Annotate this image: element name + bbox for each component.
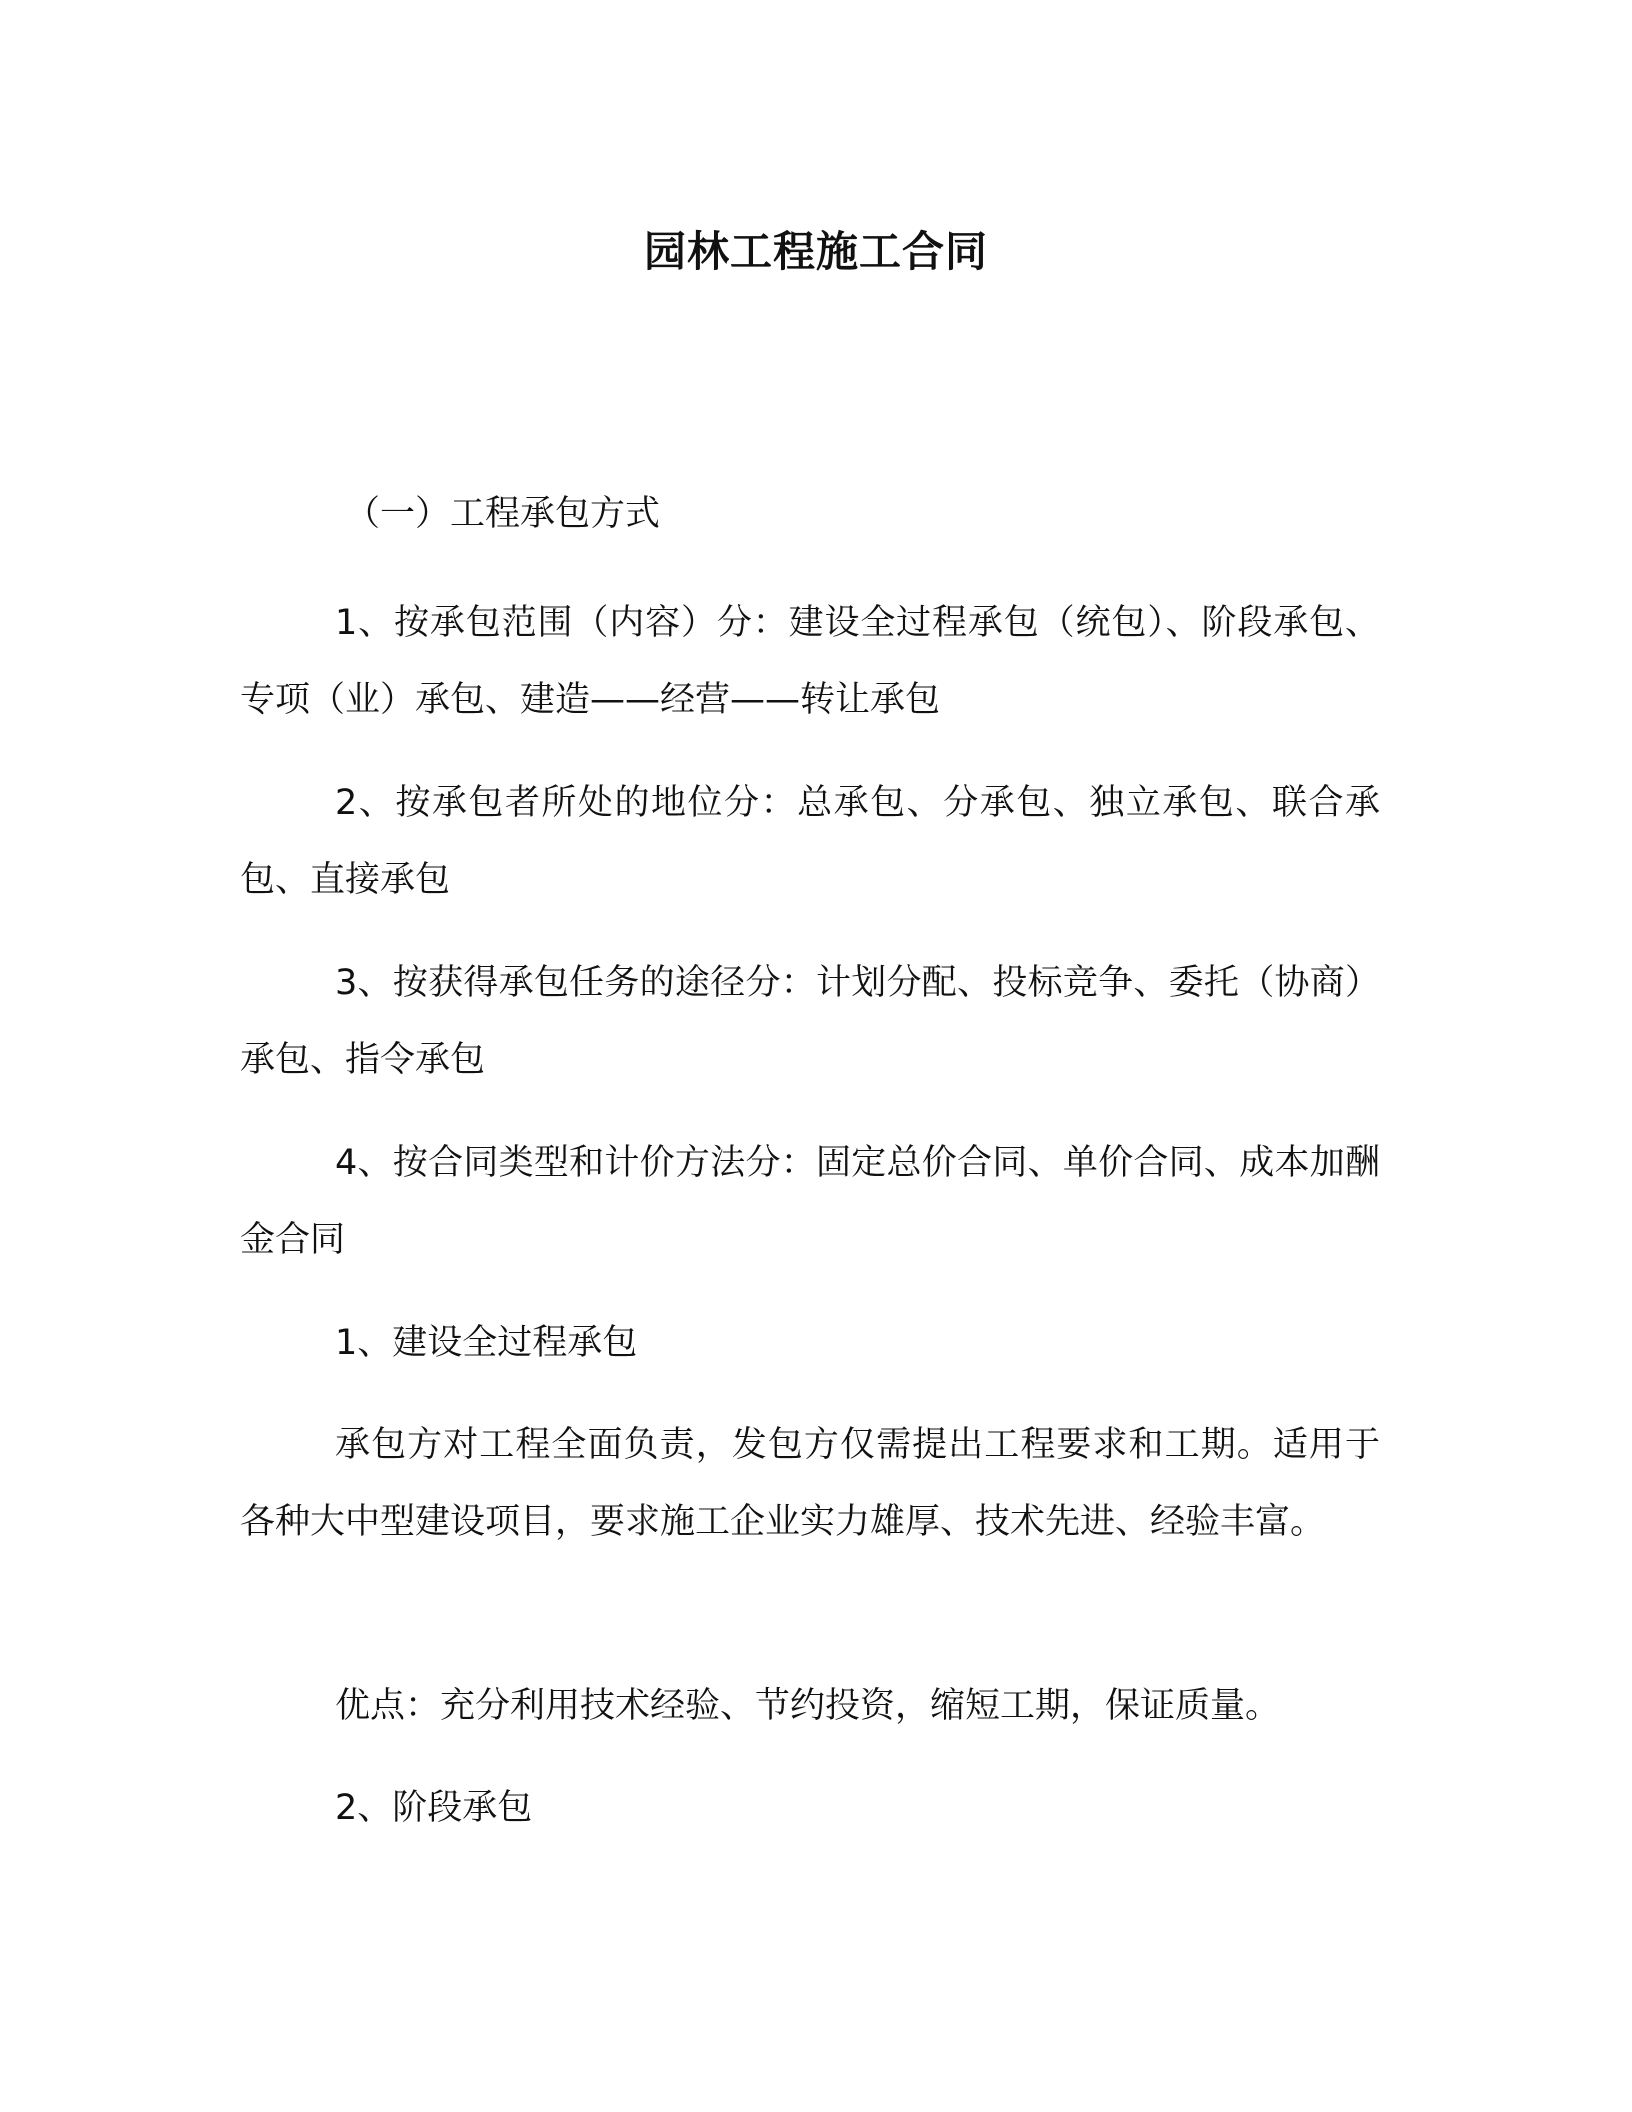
paragraph-text: 3、按获得承包任务的途径分：计划分配、投标竞争、委托（协商）承包、指令承包 xyxy=(240,963,1380,1080)
paragraph-text: 4、按合同类型和计价方法分：固定总价合同、单价合同、成本加酬金合同 xyxy=(240,1143,1380,1260)
paragraph-advantages xyxy=(240,1668,1380,1745)
paragraph-text: 2、按承包者所处的地位分：总承包、分承包、独立承包、联合承包、直接承包 xyxy=(240,783,1380,900)
paragraph-contract-scope xyxy=(240,585,1380,739)
document-title: 园林工程施工合同 xyxy=(643,227,988,276)
subheading-full-process xyxy=(240,1305,1380,1382)
paragraph-acquisition-route xyxy=(240,945,1380,1099)
paragraph-full-process-desc xyxy=(240,1407,1380,1561)
paragraph-text: 优点：充分利用技术经验、节约投资，缩短工期，保证质量。 xyxy=(335,1686,1281,1726)
paragraph-text: 1、建设全过程承包 xyxy=(335,1323,638,1363)
paragraph-contract-type xyxy=(240,1125,1380,1279)
subheading-stage-contract xyxy=(240,1770,1380,1847)
section-heading: （一）工程承包方式 xyxy=(345,494,661,534)
paragraph-text: 承包方对工程全面负责，发包方仅需提出工程要求和工期。适用于各种大中型建设项目，要求施工企业实力雄厚、技术先进、经验丰富。 xyxy=(240,1425,1380,1542)
paragraph-contractor-position xyxy=(240,765,1380,919)
paragraph-text: 2、阶段承包 xyxy=(335,1788,533,1828)
paragraph-text: 1、按承包范围（内容）分：建设全过程承包（统包）、阶段承包、专项（业）承包、建造——经营——转让承包 xyxy=(240,603,1380,720)
